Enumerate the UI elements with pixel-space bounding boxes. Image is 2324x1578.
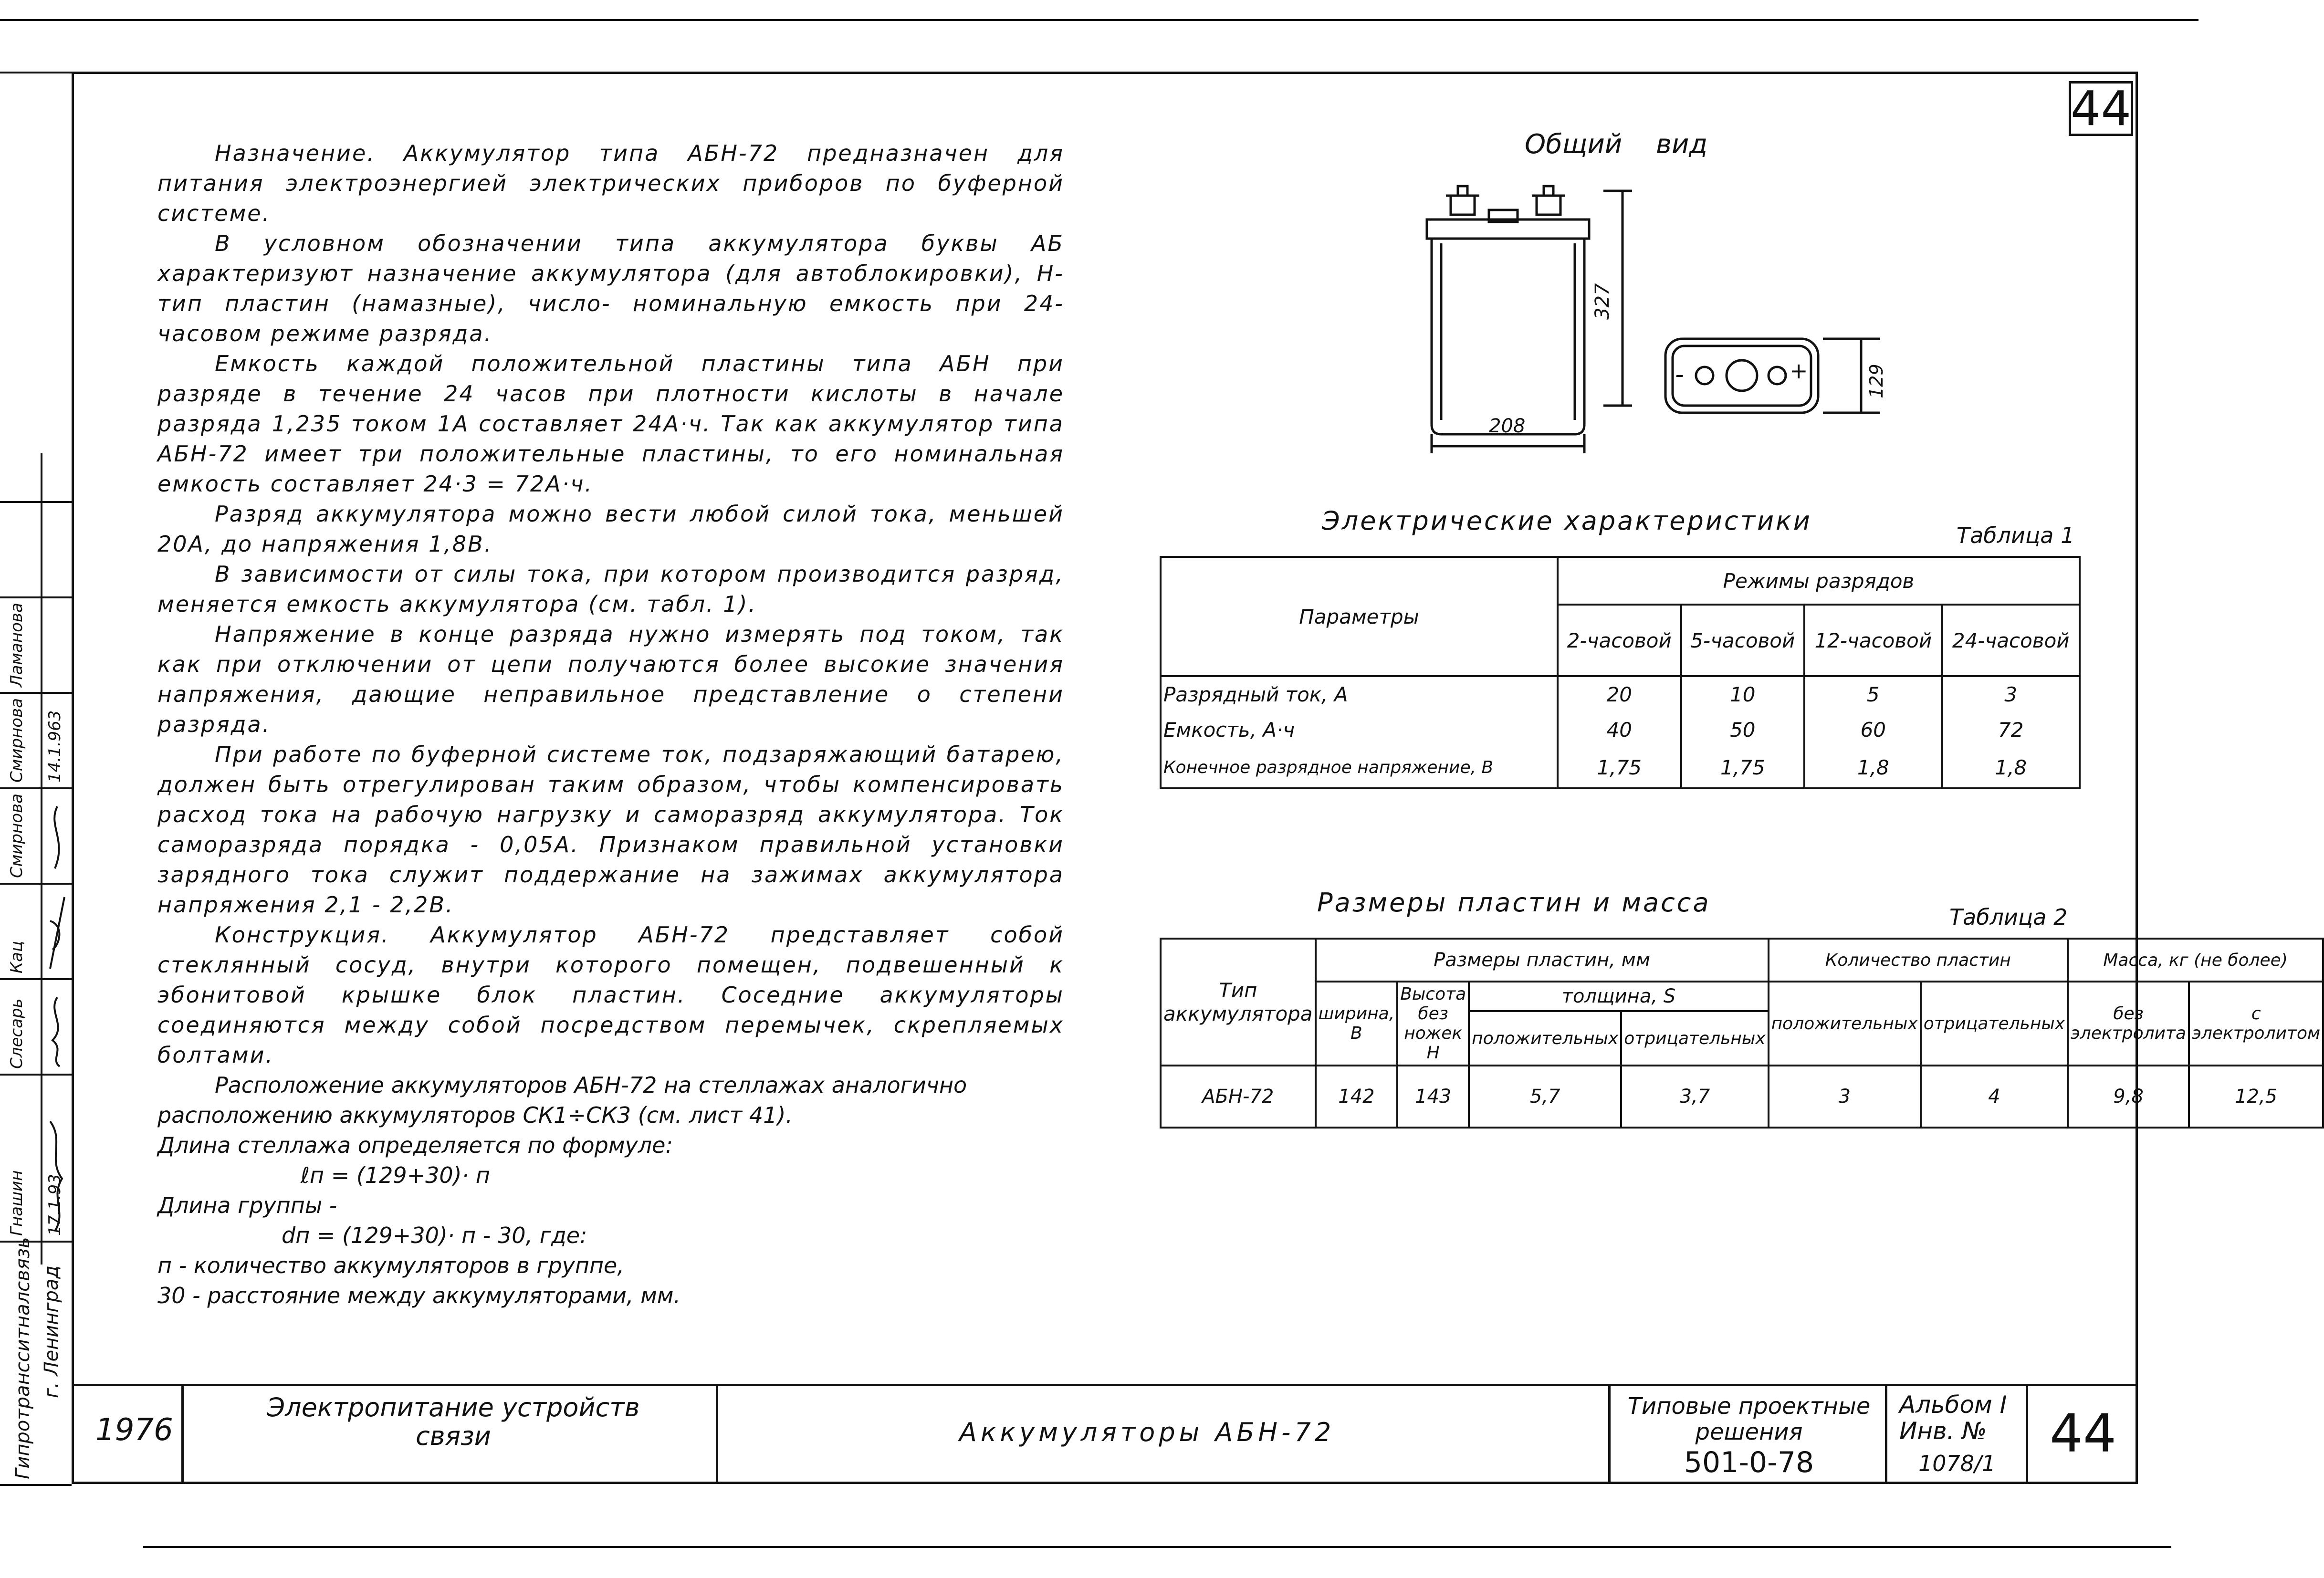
top-dimension-label: 129 xyxy=(1866,364,1887,398)
signature-scribble xyxy=(45,802,69,873)
corner-sheet-number: 44 xyxy=(2069,81,2133,136)
paragraph-voltage: Напряжение в конце разряда нужно измерять под током, так как при отключении от цепи получаются более высокие значения напряжения, дающие неправильное представление о степени разряда. xyxy=(157,621,1064,737)
signature-scribble xyxy=(45,1112,69,1236)
cell-value: 4 xyxy=(1921,1066,2068,1128)
thickness-negative-header: отрицательных xyxy=(1621,1011,1768,1066)
stamp-signature-name: Смирнова xyxy=(7,794,26,878)
title-year: 1976 xyxy=(95,1412,173,1448)
paragraph-current-dependence: В зависимости от силы тока, при котором производится разряд, меняется емкость аккумулятора (см. табл. 1). xyxy=(157,561,1064,617)
cell-value: 142 xyxy=(1316,1066,1398,1128)
cell-value: 3 xyxy=(1769,1066,1921,1128)
cell-value: 10 xyxy=(1681,676,1805,712)
paragraph-purpose: Назначение. Аккумулятор типа АБН-72 предназначен для питания электроэнергией электрических приборов по буферной системе. xyxy=(157,140,1064,226)
paragraph-construction: Конструкция. Аккумулятор АБН-72 представляет собой стеклянный сосуд, внутри которого помещен, подвешенный к эбонитовой крышке блок пластин. Соседние аккумуляторы соединяются между собой посредством перемычек, скрепляемых болтами. xyxy=(157,922,1064,1068)
cell-value: 40 xyxy=(1558,712,1681,748)
row-name: Разрядный ток, А xyxy=(1161,676,1558,712)
modes-header: Режимы разрядов xyxy=(1558,557,2080,605)
signature-scribble xyxy=(45,892,69,973)
table2-label: Таблица 2 xyxy=(1949,904,2068,930)
battery-front-view xyxy=(1413,181,1680,458)
cell-value: 5 xyxy=(1804,676,1942,712)
table1-title: Электрические характеристики xyxy=(1322,506,1812,536)
cell-value: 3,7 xyxy=(1621,1066,1768,1128)
terminal-plus-sign: + xyxy=(1790,358,1808,384)
drawing-title-word: вид xyxy=(1656,129,1708,160)
stamp-signature-name: Кац xyxy=(7,941,26,973)
count-negative-header: отрицательных xyxy=(1921,982,2068,1066)
thickness-positive-header: положительных xyxy=(1469,1011,1621,1066)
thickness-header: толщина, S xyxy=(1469,982,1768,1011)
title-inventory-value: 1078/1 xyxy=(1918,1451,1996,1476)
table-row xyxy=(1161,1066,2323,1128)
electrical-characteristics-table xyxy=(1160,556,2081,789)
cell-value: АБН-72 xyxy=(1161,1066,1316,1128)
table1-label: Таблица 1 xyxy=(1957,523,2075,548)
stamp-signature-name: Слесарь xyxy=(7,998,26,1069)
row-name: Емкость, А·ч xyxy=(1161,712,1558,748)
placement-line: Расположение аккумуляторов АБН-72 на стеллажах аналогично xyxy=(215,1072,967,1098)
cell-value: 1,8 xyxy=(1804,748,1942,788)
table-row xyxy=(1161,676,2080,712)
stamp-signature-name: Гнашин xyxy=(7,1170,26,1236)
title-sheet-number: 44 xyxy=(2050,1403,2116,1464)
table2-title: Размеры пластин и масса xyxy=(1317,888,1711,918)
count-positive-header: положительных xyxy=(1769,982,1921,1066)
signature-scribble xyxy=(45,993,69,1069)
height-dimension-label: 327 xyxy=(1591,283,1613,320)
mass-with-electrolyte-header: с электролитом xyxy=(2189,982,2323,1066)
cell-value: 1,75 xyxy=(1558,748,1681,788)
cell-value: 1,75 xyxy=(1681,748,1805,788)
drawing-title-word: Общий xyxy=(1525,129,1623,160)
height-header: Высота без ножек Н xyxy=(1397,982,1469,1066)
terminal-minus-sign: - xyxy=(1675,360,1684,389)
placement-line: Длина стеллажа определяется по формуле: xyxy=(157,1132,673,1158)
mode-column-header: 12-часовой xyxy=(1804,605,1942,676)
title-project-code: 501-0-78 xyxy=(1684,1446,1814,1479)
type-header: Тип аккумулятора xyxy=(1161,939,1316,1066)
cell-value: 9,8 xyxy=(2068,1066,2189,1128)
paragraph-buffer-mode: При работе по буферной системе ток, подзаряжающий батарею, должен быть отрегулирован таким образом, чтобы компенсировать расход тока на рабочую нагрузку и саморазряд аккумулятора. Ток саморазряда порядка - 0,05А. Признаком правильной установки зарядного тока служит поддержание на зажимах аккумулятора напряжения 2,1 - 2,2В. xyxy=(157,742,1064,918)
placement-line: расположению аккумуляторов СК1÷СК3 (см. лист 41). xyxy=(157,1102,793,1128)
width-header: ширина, В xyxy=(1316,982,1398,1066)
paragraph-designation: В условном обозначении типа аккумулятора буквы АБ характеризуют назначение аккумулятора (для автоблокировки), Н- тип пластин (намазные), число- номинальную емкость при 24-часовом режиме разряда. xyxy=(157,230,1064,346)
formula-legend: п - количество аккумуляторов в группе, xyxy=(157,1253,624,1278)
stamp-org-name: Гипротрансситналсвязь xyxy=(12,1237,34,1479)
cell-value: 50 xyxy=(1681,712,1805,748)
mass-without-electrolyte-header: без электролита xyxy=(2068,982,2189,1066)
mode-column-header: 24-часовой xyxy=(1942,605,2080,676)
description-text xyxy=(157,138,1064,1311)
battery-top-view xyxy=(1661,329,1890,425)
cell-value: 5,7 xyxy=(1469,1066,1621,1128)
stamp-signature-date: 17.1.93 xyxy=(45,1174,64,1236)
top-edge-line xyxy=(0,19,2198,21)
formula-rack-length: ℓп = (129+30)· п xyxy=(301,1162,490,1188)
title-block xyxy=(72,1384,2138,1484)
bottom-edge-line xyxy=(143,1546,2171,1548)
stamp-signature-name: Ламанова xyxy=(7,603,26,687)
title-section: Электропитание устройств связи xyxy=(267,1392,640,1451)
paragraph-discharge: Разряд аккумулятора можно вести любой силой тока, меньшей 20А, до напряжения 1,8В. xyxy=(157,501,1064,557)
row-name: Конечное разрядное напряжение, В xyxy=(1161,748,1558,788)
group-length-label: Длина группы - xyxy=(157,1192,337,1218)
plate-size-header: Размеры пластин, мм xyxy=(1316,939,1769,982)
mass-header: Масса, кг (не более) xyxy=(2068,939,2323,982)
mode-column-header: 2-часовой xyxy=(1558,605,1681,676)
table-row xyxy=(1161,712,2080,748)
formula-legend: 30 - расстояние между аккумуляторами, мм. xyxy=(157,1283,681,1308)
cell-value: 20 xyxy=(1558,676,1681,712)
cell-value: 60 xyxy=(1804,712,1942,748)
table-row xyxy=(1161,748,2080,788)
left-stamp-column xyxy=(0,72,72,1484)
cell-value: 1,8 xyxy=(1942,748,2080,788)
plate-count-header: Количество пластин xyxy=(1769,939,2068,982)
cell-value: 143 xyxy=(1397,1066,1469,1128)
paragraph-capacity: Емкость каждой положительной пластины типа АБН при разряде в течение 24 часов при плотности кислоты в начале разряда 1,235 током 1А составляет 24А·ч. Так как аккумулятор типа АБН-72 имеет три положительные пластины, то его номинальная емкость составляет 24·3 = 72А·ч. xyxy=(157,351,1064,497)
param-header: Параметры xyxy=(1161,557,1558,676)
mode-column-header: 5-часовой xyxy=(1681,605,1805,676)
title-project-label: Типовые проектные решения xyxy=(1627,1393,1871,1445)
width-dimension-label: 208 xyxy=(1489,415,1526,437)
cell-value: 12,5 xyxy=(2189,1066,2323,1128)
cell-value: 72 xyxy=(1942,712,2080,748)
title-inventory-label: Инв. № xyxy=(1899,1417,1987,1445)
stamp-signature-name: Смирнова xyxy=(7,698,26,783)
stamp-signature-date: 14.1.963 xyxy=(45,710,64,783)
cell-value: 3 xyxy=(1942,676,2080,712)
plate-sizes-table xyxy=(1160,938,2324,1129)
title-name: Аккумуляторы АБН-72 xyxy=(959,1417,1335,1447)
title-album: Альбом I xyxy=(1899,1391,2007,1419)
stamp-org-city: г. Ленинград xyxy=(41,1265,63,1398)
formula-group-length: dп = (129+30)· п - 30, где: xyxy=(282,1223,587,1248)
